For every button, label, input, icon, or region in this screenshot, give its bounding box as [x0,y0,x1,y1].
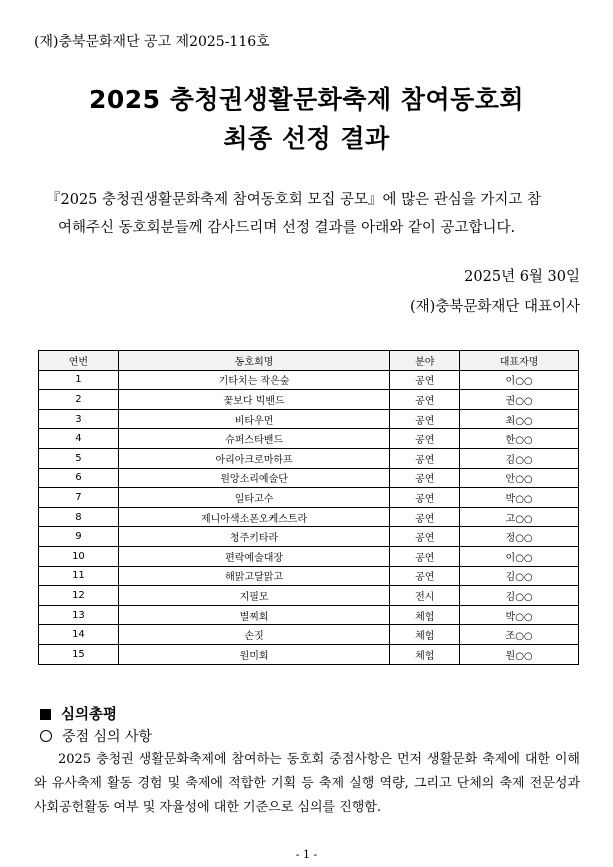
cell-representative: 박○○ [460,605,579,625]
table-row [39,546,579,566]
cell-representative: 한○○ [460,429,579,449]
cell-field: 체험 [390,644,460,664]
cell-number: 11 [39,566,119,586]
cell-representative: 이○○ [460,546,579,566]
cell-number: 4 [39,429,119,449]
cell-field: 공연 [390,370,460,390]
cell-field: 공연 [390,546,460,566]
notice-number: (재)충북문화재단 공고 제2025-116호 [34,34,270,50]
page-title: 2025 충청권생활문화축제 참여동호회 [88,85,525,114]
table-row [39,625,579,645]
cell-club-name: 해맑고달맑고 [118,566,389,586]
table-row [39,390,579,410]
subsection-title: 중점 심의 사항 [62,729,153,745]
cell-representative: 이○○ [460,370,579,390]
cell-club-name: 청주키타라 [118,527,389,547]
cell-representative: 김○○ [460,448,579,468]
cell-representative: 원○○ [460,644,579,664]
cell-field: 체험 [390,605,460,625]
cell-club-name: 원미회 [118,644,389,664]
table-row [39,409,579,429]
table-row [39,605,579,625]
cell-field: 공연 [390,409,460,429]
table-row [39,468,579,488]
intro-paragraph [46,186,586,242]
cell-club-name: 지필모 [118,586,389,606]
cell-number: 12 [39,586,119,606]
section-heading [40,703,117,724]
cell-representative: 조○○ [460,625,579,645]
table-row [39,448,579,468]
cell-number: 5 [39,448,119,468]
table-row [39,566,579,586]
cell-field: 공연 [390,390,460,410]
announcement-date: 2025년 6월 30일 [464,269,580,285]
table-row [39,429,579,449]
cell-representative: 권○○ [460,390,579,410]
cell-number: 7 [39,488,119,508]
cell-field: 공연 [390,488,460,508]
table-row [39,507,579,527]
cell-representative: 정○○ [460,527,579,547]
col-header-club-name: 동호회명 [118,351,389,371]
cell-representative: 박○○ [460,488,579,508]
section-title: 심의총평 [61,707,118,723]
cell-club-name: 기타치는 작은숲 [118,370,389,390]
table-row [39,527,579,547]
table-header-row [39,351,579,371]
selection-result-table [38,350,579,665]
signer: (재)충북문화재단 대표이사 [410,299,580,315]
cell-number: 15 [39,644,119,664]
cell-club-name: 손짓 [118,625,389,645]
cell-field: 공연 [390,448,460,468]
cell-field: 공연 [390,566,460,586]
cell-field: 공연 [390,429,460,449]
cell-representative: 김○○ [460,566,579,586]
cell-representative: 김○○ [460,586,579,606]
cell-number: 13 [39,605,119,625]
cell-field: 공연 [390,468,460,488]
review-body-text: 2025 충청권 생활문화축제에 참여하는 동호회 중점사항은 먼저 생활문화 축제에 대한 이해와 유사축제 활동 경험 및 축제에 적합한 기획 등 축제 실행 역량, 그리고 단체의 축제 전문성과 사회공헌활동 여부 및 자율성에 대한 기준으로 심의를 진행함. [34,752,580,815]
cell-club-name: 일타고수 [118,488,389,508]
table-row [39,644,579,664]
cell-club-name: 꽃보다 빅밴드 [118,390,389,410]
circle-bullet-icon [40,730,52,742]
cell-field: 체험 [390,625,460,645]
col-header-number: 연번 [39,351,119,371]
cell-number: 8 [39,507,119,527]
cell-representative: 고○○ [460,507,579,527]
cell-field: 공연 [390,507,460,527]
cell-number: 1 [39,370,119,390]
cell-club-name: 편락예술대장 [118,546,389,566]
cell-number: 6 [39,468,119,488]
cell-number: 10 [39,546,119,566]
table-row [39,586,579,606]
cell-club-name: 비타우먼 [118,409,389,429]
cell-club-name: 원앙소리예술단 [118,468,389,488]
cell-representative: 최○○ [460,409,579,429]
cell-club-name: 아리아크로마하프 [118,448,389,468]
table-row [39,488,579,508]
cell-number: 2 [39,390,119,410]
intro-line-2: 여해주신 동호회분들께 감사드리며 선정 결과를 아래와 같이 공고합니다. [58,220,516,236]
cell-field: 전시 [390,586,460,606]
subsection-heading [40,726,152,746]
cell-club-name: 별찌회 [118,605,389,625]
page-number: - 1 - [295,848,318,861]
cell-field: 공연 [390,527,460,547]
col-header-representative: 대표자명 [460,351,579,371]
intro-line-1: 『2025 충청권생활문화축제 참여동호회 모집 공모』에 많은 관심을 가지고 참 [46,192,541,208]
cell-number: 9 [39,527,119,547]
cell-number: 3 [39,409,119,429]
table-row [39,370,579,390]
cell-number: 14 [39,625,119,645]
col-header-field: 분야 [390,351,460,371]
cell-club-name: 제니아색소폰오케스트라 [118,507,389,527]
cell-club-name: 슈퍼스타밴드 [118,429,389,449]
square-bullet-icon [40,709,51,720]
page-subtitle: 최종 선정 결과 [223,124,390,153]
cell-representative: 안○○ [460,468,579,488]
